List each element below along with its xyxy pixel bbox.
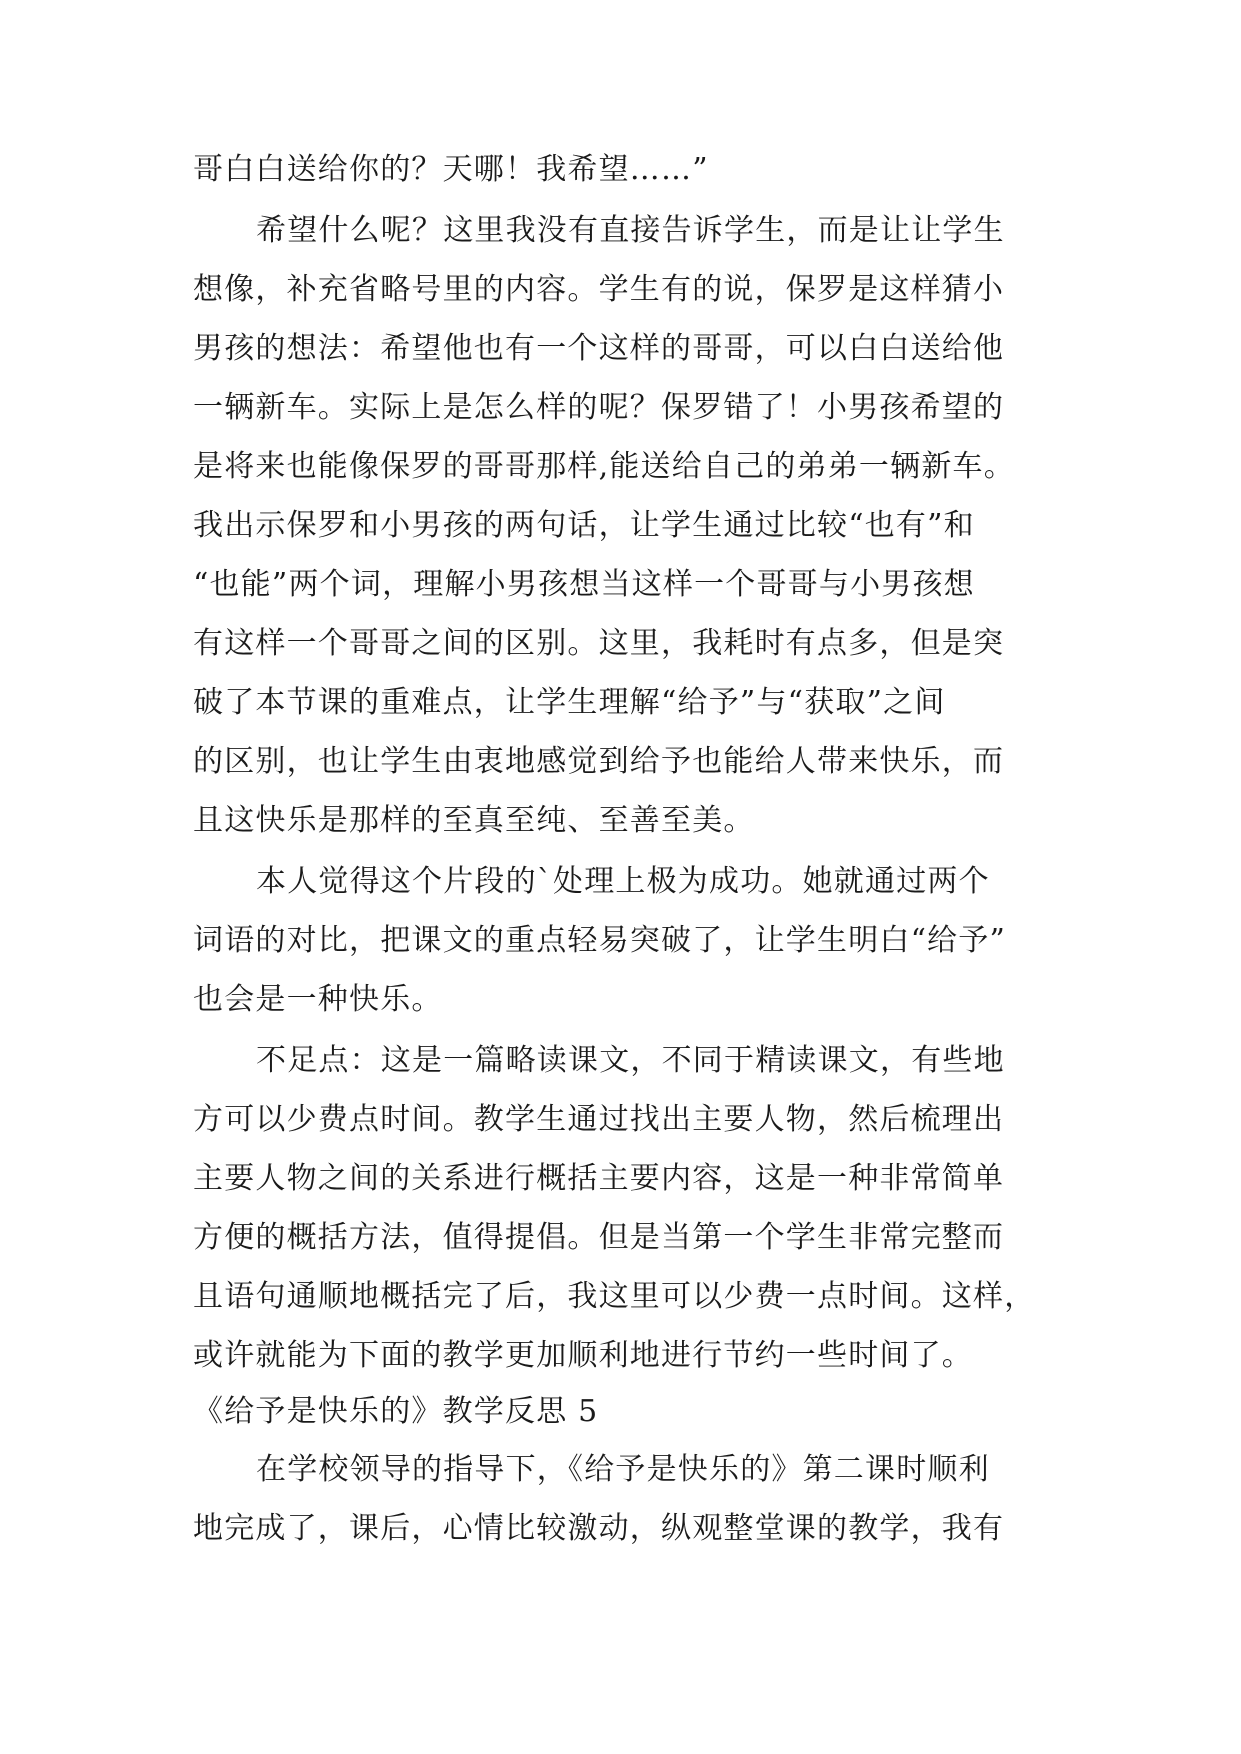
section-heading: 《给予是快乐的》教学反思 5 — [193, 1394, 599, 1429]
paragraph-line: 主要人物之间的关系进行概括主要内容，这是一种非常简单 — [193, 1161, 1005, 1196]
paragraph-line: 希望什么呢？这里我没有直接告诉学生，而是让让学生 — [256, 213, 1005, 248]
paragraph-line: 是将来也能像保罗的哥哥那样,能送给自己的弟弟一辆新车。 — [193, 449, 1015, 484]
paragraph-line: 也会是一种快乐。 — [193, 982, 443, 1017]
paragraph-line: 地完成了，课后，心情比较激动，纵观整堂课的教学，我有 — [193, 1511, 1005, 1546]
paragraph-line: 词语的对比，把课文的重点轻易突破了，让学生明白“给予” — [193, 923, 1007, 958]
paragraph-line: 本人觉得这个片段的`处理上极为成功。她就通过两个 — [256, 864, 990, 899]
paragraph-line: 且这快乐是那样的至真至纯、至善至美。 — [193, 803, 755, 838]
paragraph-line: 的区别，也让学生由衷地感觉到给予也能给人带来快乐，而 — [193, 744, 1005, 779]
paragraph-line: 方可以少费点时间。教学生通过找出主要人物，然后梳理出 — [193, 1102, 1005, 1137]
paragraph-line: 男孩的想法：希望他也有一个这样的哥哥，可以白白送给他 — [193, 331, 1005, 366]
paragraph-line: 方便的概括方法，值得提倡。但是当第一个学生非常完整而 — [193, 1220, 1005, 1255]
paragraph-line: 不足点：这是一篇略读课文，不同于精读课文，有些地 — [256, 1043, 1005, 1078]
paragraph-line: 想像，补充省略号里的内容。学生有的说，保罗是这样猜小 — [193, 272, 1005, 307]
paragraph-line: 在学校领导的指导下，《给予是快乐的》第二课时顺利 — [256, 1452, 990, 1487]
paragraph-line: 一辆新车。实际上是怎么样的呢？保罗错了！小男孩希望的 — [193, 390, 1005, 425]
paragraph-line: 哥白白送给你的？天哪！我希望……” — [193, 152, 709, 187]
paragraph-line: 且语句通顺地概括完了后，我这里可以少费一点时间。这样， — [193, 1279, 1036, 1314]
paragraph-line: 我出示保罗和小男孩的两句话，让学生通过比较“也有”和 — [193, 508, 975, 543]
paragraph-line: “也能”两个词，理解小男孩想当这样一个哥哥与小男孩想 — [193, 567, 975, 602]
paragraph-line: 有这样一个哥哥之间的区别。这里，我耗时有点多，但是突 — [193, 626, 1005, 661]
paragraph-line: 或许就能为下面的教学更加顺利地进行节约一些时间了。 — [193, 1338, 973, 1373]
paragraph-line: 破了本节课的重难点，让学生理解“给予”与“获取”之间 — [193, 685, 946, 720]
